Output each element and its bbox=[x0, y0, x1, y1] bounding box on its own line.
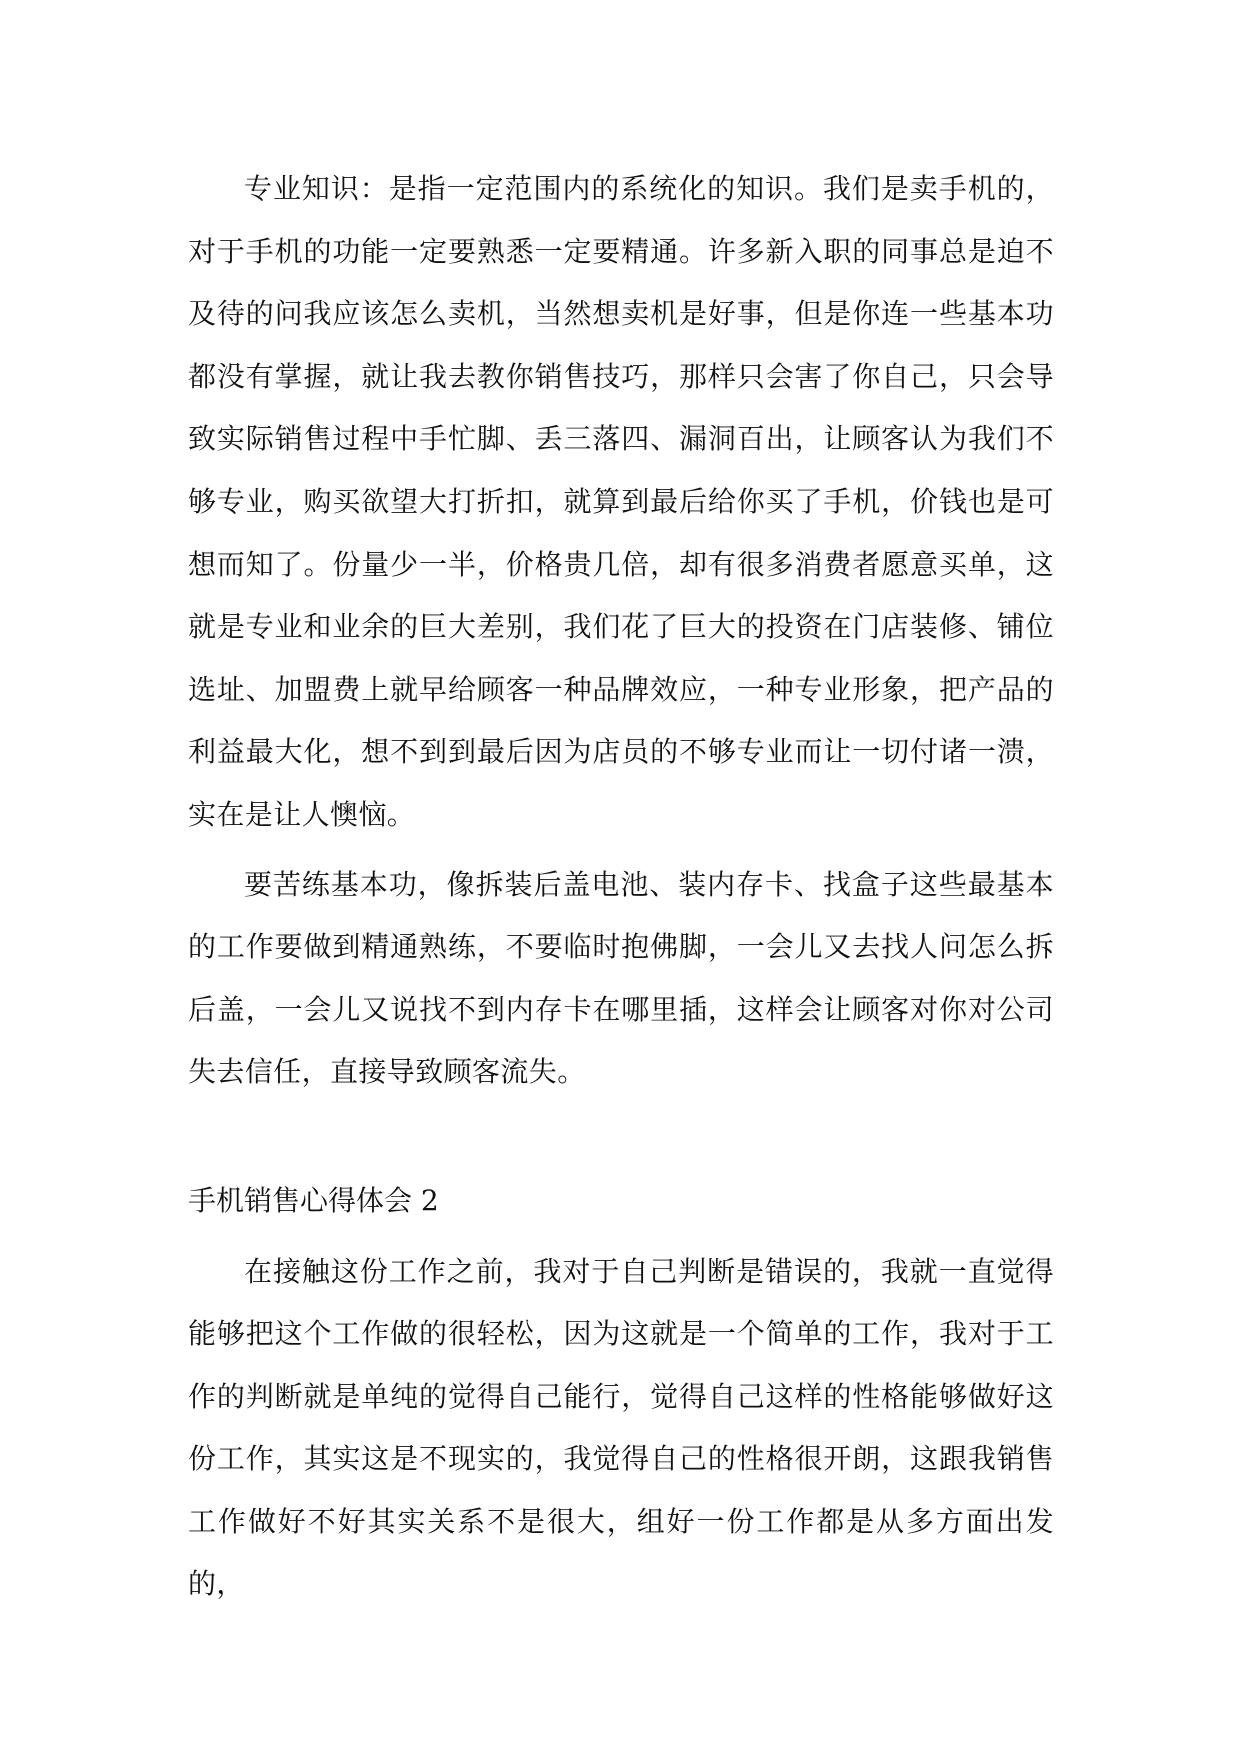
paragraph-basic-skills: 要苦练基本功，像拆装后盖电池、装内存卡、找盒子这些最基本的工作要做到精通熟练，不要临时抱佛脚，一会儿又去找人问怎么拆后盖，一会儿又说找不到内存卡在哪里插，这样会让顾客对你对公司失去信任，直接导致顾客流失。 bbox=[188, 867, 1054, 1089]
paragraph-gap bbox=[188, 847, 1054, 854]
section-heading: 手机销售心得体会 2 bbox=[188, 1183, 439, 1217]
document-page bbox=[188, 158, 1054, 1616]
paragraph-before-job: 在接触这份工作之前，我对于自己判断是错误的，我就一直觉得能够把这个工作做的很轻松，因为这就是一个简单的工作，我对于工作的判断就是单纯的觉得自己能行，觉得自己这样的性格能够做好这份工作，其实这是不现实的，我觉得自己的性格很开朗，这跟我销售工作做好不好其实关系不是很大，组好一份工作都是从多方面出发的， bbox=[188, 1254, 1054, 1601]
section-gap bbox=[188, 1104, 1054, 1170]
heading-gap bbox=[188, 1233, 1054, 1241]
paragraph-professional-knowledge: 专业知识：是指一定范围内的系统化的知识。我们是卖手机的，对于手机的功能一定要熟悉一定要精通。许多新入职的同事总是迫不及待的问我应该怎么卖机，当然想卖机是好事，但是你连一些基本功都没有掌握，就让我去教你销售技巧，那样只会害了你自己，只会导致实际销售过程中手忙脚、丢三落四、漏洞百出，让顾客认为我们不够专业，购买欲望大打折扣，就算到最后给你买了手机，价钱也是可想而知了。份量少一半，价格贵几倍，却有很多消费者愿意买单，这就是专业和业余的巨大差别，我们花了巨大的投资在门店装修、铺位选址、加盟费上就早给顾客一种品牌效应，一种专业形象，把产品的利益最大化，想不到到最后因为店员的不够专业而让一切付诸一溃，实在是让人懊恼。 bbox=[188, 172, 1054, 831]
